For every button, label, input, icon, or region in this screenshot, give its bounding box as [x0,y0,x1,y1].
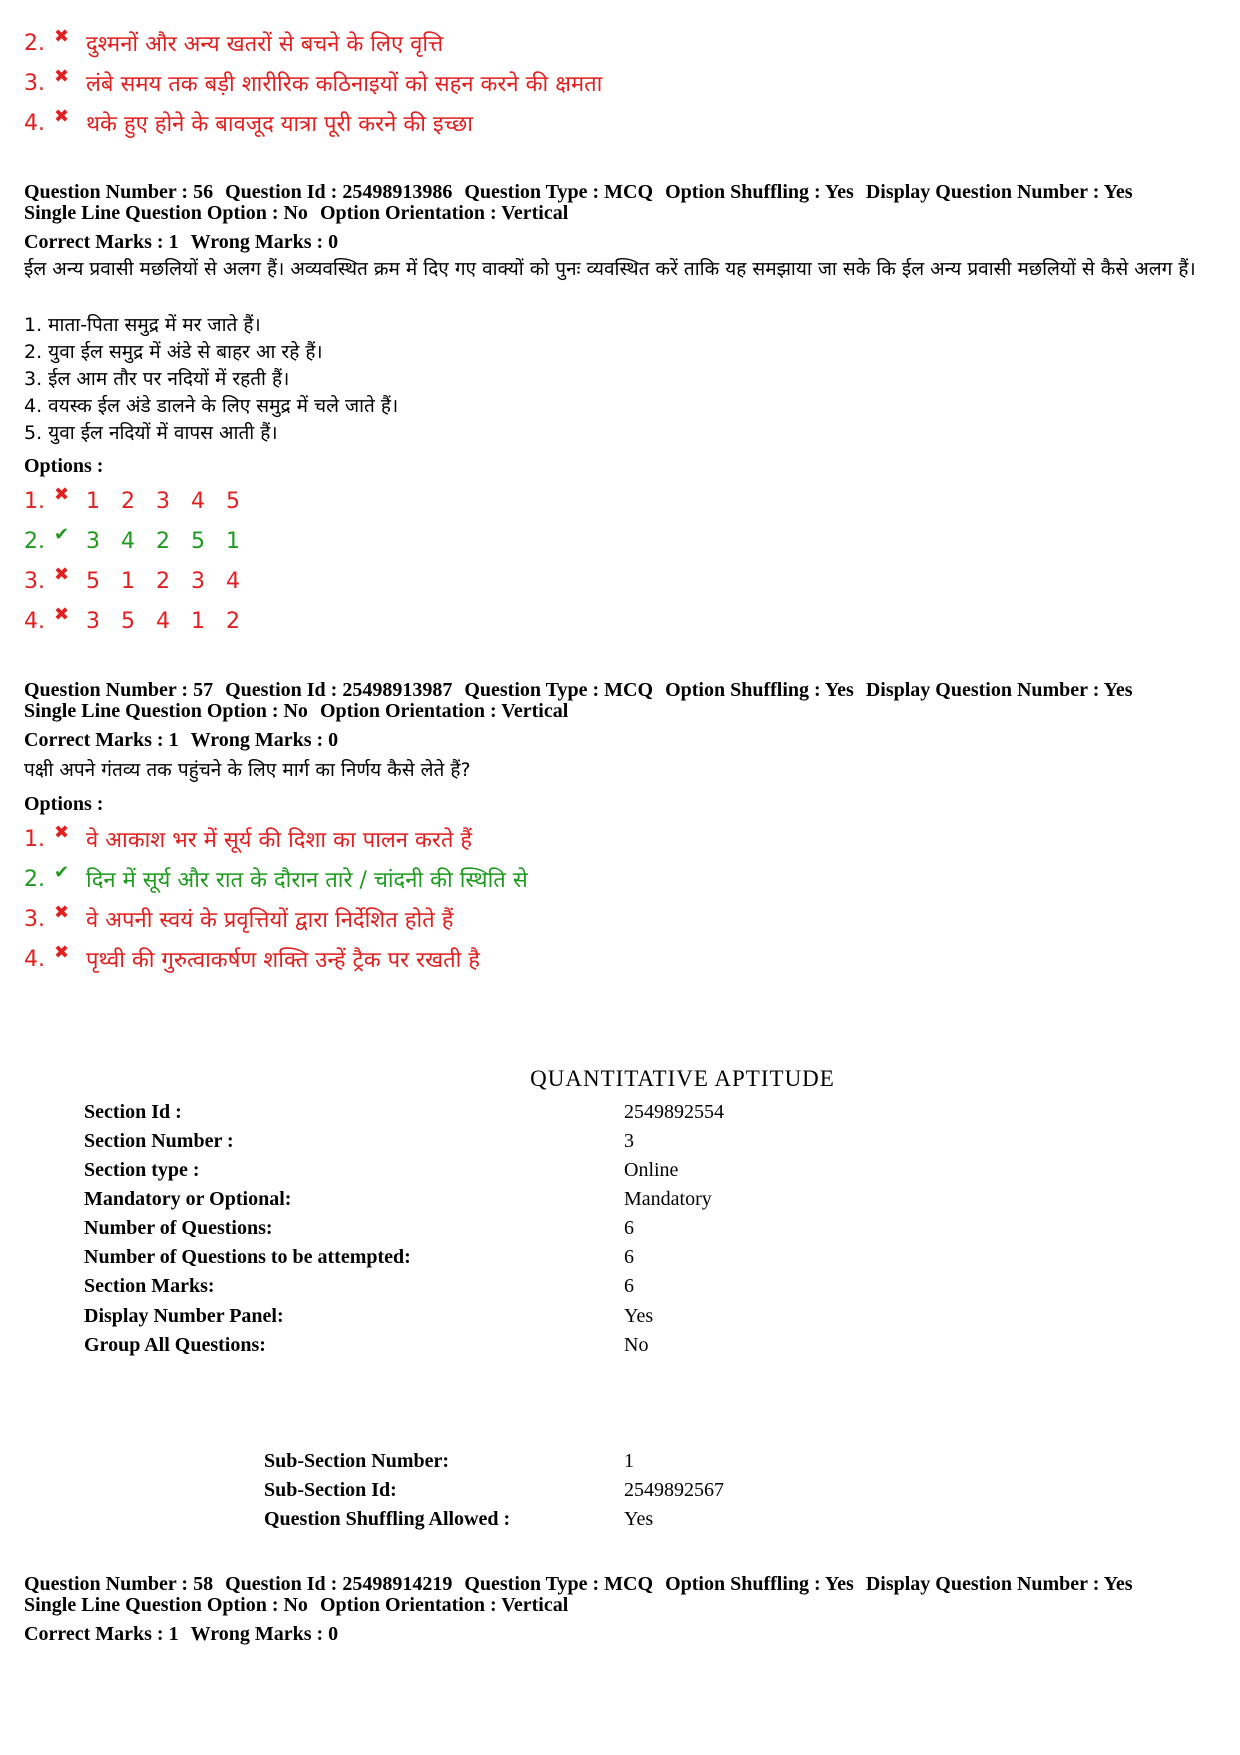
q56-options-label: Options : [24,455,104,477]
row-value: 6 [624,1246,634,1268]
cross-icon: ✖ [54,901,70,923]
section-title: QUANTITATIVE APTITUDE [530,1066,835,1091]
row-value: Yes [624,1305,654,1327]
option-text: वे आकाश भर में सूर्य की दिशा का पालन करते हैं [86,828,473,853]
option-number: 2. [24,30,45,56]
option-number: 3. [24,906,45,932]
q58-meta-line1: Question Number : 58 Question Id : 25498914219 Question Type : MCQ Option Shuffling : Yes Display Question Number : Yes [24,1573,1133,1595]
option-text: वे अपनी स्वयं के प्रवृत्तियों द्वारा निर्देशित होते हैं [86,908,454,933]
option-number: 4. [24,608,45,634]
row-label: Question Shuffling Allowed : [264,1508,511,1530]
option-text: 3 4 2 5 1 [86,528,247,554]
q58-meta-line2: Single Line Question Option : No Option Orientation : Vertical [24,1594,569,1616]
option-text: थके हुए होने के बावजूद यात्रा पूरी करने की इच्छा [86,112,473,137]
row-label: Group All Questions: [84,1334,266,1356]
cross-icon: ✖ [54,483,70,505]
row-label: Section type : [84,1159,200,1181]
cross-icon: ✖ [54,25,70,47]
row-label: Mandatory or Optional: [84,1188,292,1210]
row-label: Sub-Section Number: [264,1450,450,1472]
q56-marks: Correct Marks : 1 Wrong Marks : 0 [24,231,339,253]
row-label: Sub-Section Id: [264,1479,397,1501]
q56-option-3 [24,564,247,598]
q57-option-1 [24,822,472,856]
row-value: Online [624,1159,679,1181]
option-text: 1 2 3 4 5 [86,488,247,514]
option-number: 1. [24,488,45,514]
q57-meta-line2: Single Line Question Option : No Option Orientation : Vertical [24,700,569,722]
q55-option-2 [24,26,443,60]
option-text: 3 5 4 1 2 [86,608,247,634]
q57-option-2 [24,862,528,896]
q56-statement-list [24,312,1214,447]
row-value: 6 [624,1275,634,1297]
q56-option-2 [24,524,247,558]
q57-meta-line1: Question Number : 57 Question Id : 25498913987 Question Type : MCQ Option Shuffling : Yes Display Question Number : Yes [24,679,1133,701]
q57-option-4 [24,942,480,976]
option-number: 1. [24,826,45,852]
row-label: Section Marks: [84,1275,215,1297]
cross-icon: ✖ [54,65,70,87]
option-text: 5 1 2 3 4 [86,568,247,594]
statement: 2. युवा ईल समुद्र में अंडे से बाहर आ रहे हैं। [24,341,323,363]
row-value: Yes [624,1508,654,1530]
q55-option-3 [24,66,602,100]
check-icon: ✔ [54,523,70,545]
q56-meta-line1: Question Number : 56 Question Id : 25498913986 Question Type : MCQ Option Shuffling : Yes Display Question Number : Yes [24,181,1133,203]
cross-icon: ✖ [54,105,70,127]
option-text: पृथ्वी की गुरुत्वाकर्षण शक्ति उन्हें ट्रैक पर रखती है [86,948,480,973]
option-number: 4. [24,110,45,136]
q56-option-1 [24,484,247,518]
option-number: 3. [24,70,45,96]
option-number: 3. [24,568,45,594]
row-value: Mandatory [624,1188,712,1210]
row-label: Number of Questions to be attempted: [84,1246,411,1268]
row-value: 6 [624,1217,634,1239]
statement: 4. वयस्क ईल अंडे डालने के लिए समुद्र में चले जाते हैं। [24,395,399,417]
option-text: दिन में सूर्य और रात के दौरान तारे / चांदनी की स्थिति से [86,868,528,893]
cross-icon: ✖ [54,941,70,963]
q57-options-label: Options : [24,793,104,815]
row-label: Number of Questions: [84,1217,273,1239]
row-value: 3 [624,1130,634,1152]
cross-icon: ✖ [54,821,70,843]
row-label: Section Id : [84,1101,182,1123]
option-text: लंबे समय तक बड़ी शारीरिक कठिनाइयों को सहन करने की क्षमता [86,72,603,97]
q57-option-3 [24,902,453,936]
q58-marks: Correct Marks : 1 Wrong Marks : 0 [24,1623,339,1645]
row-value: 2549892554 [624,1101,724,1123]
q56-question-text: ईल अन्य प्रवासी मछलियों से अलग हैं। अव्यवस्थित क्रम में दिए गए वाक्यों को पुनः व्यवस्थित करें ताकि यह समझाया जा सके कि ईल अन्य प्रवासी मछलियों से कैसे अलग हैं। [24,258,1196,280]
statement: 5. युवा ईल नदियों में वापस आती हैं। [24,422,278,444]
option-number: 2. [24,528,45,554]
cross-icon: ✖ [54,563,70,585]
statement: 1. माता-पिता समुद्र में मर जाते हैं। [24,314,261,336]
q55-option-4 [24,106,473,140]
q56-meta-line2: Single Line Question Option : No Option Orientation : Vertical [24,202,569,224]
row-label: Section Number : [84,1130,234,1152]
option-number: 4. [24,946,45,972]
cross-icon: ✖ [54,603,70,625]
q56-option-4 [24,604,247,638]
statement: 3. ईल आम तौर पर नदियों में रहती हैं। [24,368,290,390]
option-text: दुश्मनों और अन्य खतरों से बचने के लिए वृत्ति [86,32,444,57]
q57-question-text: पक्षी अपने गंतव्य तक पहुंचने के लिए मार्ग का निर्णय कैसे लेते हैं? [24,759,471,781]
option-number: 2. [24,866,45,892]
row-label: Display Number Panel: [84,1305,284,1327]
row-value: No [624,1334,649,1356]
q57-marks: Correct Marks : 1 Wrong Marks : 0 [24,729,339,751]
row-value: 2549892567 [624,1479,724,1501]
row-value: 1 [624,1450,634,1472]
check-icon: ✔ [54,861,70,883]
